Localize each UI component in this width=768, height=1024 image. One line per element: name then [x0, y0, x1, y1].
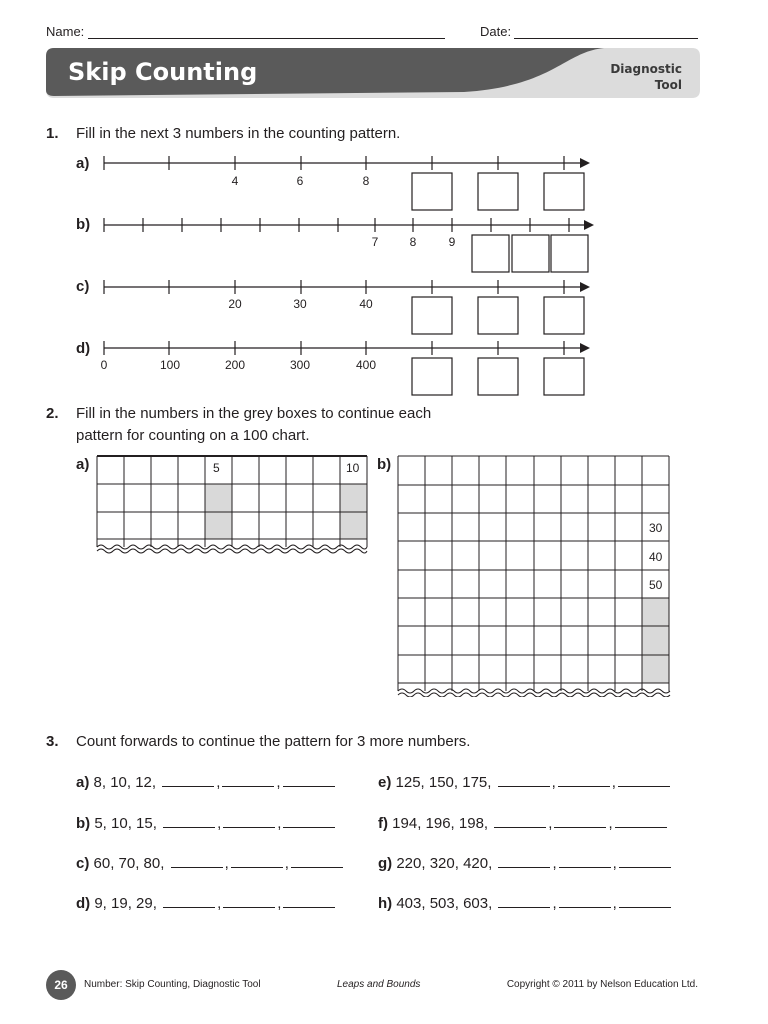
answer-box[interactable]: [478, 297, 518, 334]
q3a: a) 8, 10, 12, , ,: [76, 774, 337, 791]
q3b-sequence: 5, 10, 15,: [94, 815, 157, 832]
q3c: c) 60, 70, 80, , ,: [76, 855, 345, 872]
page-number: 26: [46, 970, 76, 1000]
answer-blank[interactable]: [291, 855, 343, 868]
q3e-label: e): [378, 774, 392, 791]
name-label: Name:: [46, 24, 85, 39]
q3h-label: h): [378, 895, 393, 912]
chart-b-cell-50: 50: [649, 578, 663, 592]
tick-label: 0: [100, 358, 108, 372]
q2-text-line1: Fill in the numbers in the grey boxes to continue each: [76, 405, 432, 422]
answer-box[interactable]: [412, 173, 452, 210]
q1-number: 1.: [46, 125, 59, 142]
q3f-sequence: 194, 196, 198,: [392, 815, 489, 832]
tick-label: 300: [289, 358, 311, 372]
number-line-a: [100, 152, 596, 214]
answer-blank[interactable]: [498, 895, 550, 908]
answer-blank[interactable]: [559, 855, 611, 868]
q3b-label: b): [76, 815, 91, 832]
q3-number: 3.: [46, 733, 59, 750]
q1d-label: d): [76, 340, 91, 357]
chart-a-cell-5: 5: [213, 461, 220, 475]
chart-a-cell-10: 10: [346, 461, 360, 475]
q3a-label: a): [76, 774, 90, 791]
answer-blank[interactable]: [619, 895, 671, 908]
answer-blank[interactable]: [498, 855, 550, 868]
hundred-chart-b: [397, 455, 673, 697]
answer-box[interactable]: [551, 235, 588, 272]
answer-blank[interactable]: [619, 855, 671, 868]
tick-label: 30: [293, 297, 307, 311]
tick-label: 4: [231, 174, 239, 188]
answer-blank[interactable]: [558, 774, 610, 787]
answer-box[interactable]: [544, 358, 584, 395]
footer-section: Number: Skip Counting, Diagnostic Tool: [84, 979, 261, 990]
date-field[interactable]: [514, 38, 698, 39]
subtitle-line1: Diagnostic: [610, 62, 682, 76]
answer-box[interactable]: [412, 297, 452, 334]
tick-label: 8: [409, 235, 417, 249]
answer-blank[interactable]: [494, 815, 546, 828]
answer-box[interactable]: [544, 297, 584, 334]
q2a-label: a): [76, 456, 90, 473]
footer-book: Leaps and Bounds: [337, 979, 421, 990]
q3g: g) 220, 320, 420, , ,: [378, 855, 673, 872]
q1a-label: a): [76, 155, 90, 172]
answer-blank[interactable]: [615, 815, 667, 828]
hundred-chart-a: [96, 455, 372, 557]
answer-blank[interactable]: [554, 815, 606, 828]
q3e: e) 125, 150, 175, , ,: [378, 774, 672, 791]
answer-box[interactable]: [472, 235, 509, 272]
answer-blank[interactable]: [559, 895, 611, 908]
chart-b-cell-30: 30: [649, 521, 663, 535]
name-field[interactable]: [88, 38, 445, 39]
q3h: h) 403, 503, 603, , ,: [378, 895, 673, 912]
answer-blank[interactable]: [223, 815, 275, 828]
answer-box[interactable]: [478, 173, 518, 210]
answer-blank[interactable]: [283, 895, 335, 908]
q3f: f) 194, 196, 198, , ,: [378, 815, 669, 832]
tick-label: 9: [448, 235, 456, 249]
answer-box[interactable]: [544, 173, 584, 210]
answer-blank[interactable]: [171, 855, 223, 868]
q3a-sequence: 8, 10, 12,: [93, 774, 157, 791]
answer-box[interactable]: [512, 235, 549, 272]
tick-label: 6: [296, 174, 304, 188]
answer-blank[interactable]: [498, 774, 550, 787]
q3c-sequence: 60, 70, 80,: [93, 855, 165, 872]
number-line-b: [100, 214, 596, 276]
footer-copyright: Copyright © 2011 by Nelson Education Ltd.: [506, 979, 698, 990]
tick-label: 100: [159, 358, 181, 372]
tick-label: 200: [224, 358, 246, 372]
answer-blank[interactable]: [163, 815, 215, 828]
q3g-sequence: 220, 320, 420,: [396, 855, 493, 872]
q2b-label: b): [377, 456, 392, 473]
page-title: Skip Counting: [68, 58, 258, 86]
answer-blank[interactable]: [618, 774, 670, 787]
tick-label: 400: [355, 358, 377, 372]
answer-blank[interactable]: [283, 774, 335, 787]
q3g-label: g): [378, 855, 393, 872]
q3d: d) 9, 19, 29, , ,: [76, 895, 337, 912]
tick-label: 8: [362, 174, 370, 188]
q2-text-line2: pattern for counting on a 100 chart.: [76, 427, 310, 444]
answer-blank[interactable]: [222, 774, 274, 787]
answer-blank[interactable]: [223, 895, 275, 908]
page-subtitle: [610, 61, 682, 93]
q2-number: 2.: [46, 405, 59, 422]
q1c-label: c): [76, 278, 90, 295]
number-line-c: [100, 276, 596, 338]
q3e-sequence: 125, 150, 175,: [395, 774, 492, 791]
q3h-sequence: 403, 503, 603,: [396, 895, 493, 912]
answer-box[interactable]: [478, 358, 518, 395]
q1-text: Fill in the next 3 numbers in the counting pattern.: [76, 125, 401, 142]
tick-label: 40: [359, 297, 373, 311]
answer-blank[interactable]: [163, 895, 215, 908]
q3c-label: c): [76, 855, 90, 872]
answer-blank[interactable]: [162, 774, 214, 787]
tick-label: 20: [228, 297, 242, 311]
answer-blank[interactable]: [283, 815, 335, 828]
q1b-label: b): [76, 216, 91, 233]
q3-text: Count forwards to continue the pattern for 3 more numbers.: [76, 733, 471, 750]
q3f-label: f): [378, 815, 388, 832]
q3d-sequence: 9, 19, 29,: [94, 895, 157, 912]
answer-blank[interactable]: [231, 855, 283, 868]
q3d-label: d): [76, 895, 91, 912]
tick-label: 7: [371, 235, 379, 249]
chart-b-cell-40: 40: [649, 550, 663, 564]
date-label: Date:: [480, 24, 512, 39]
answer-box[interactable]: [412, 358, 452, 395]
subtitle-line2: Tool: [654, 78, 682, 92]
q3b: b) 5, 10, 15, , ,: [76, 815, 337, 832]
